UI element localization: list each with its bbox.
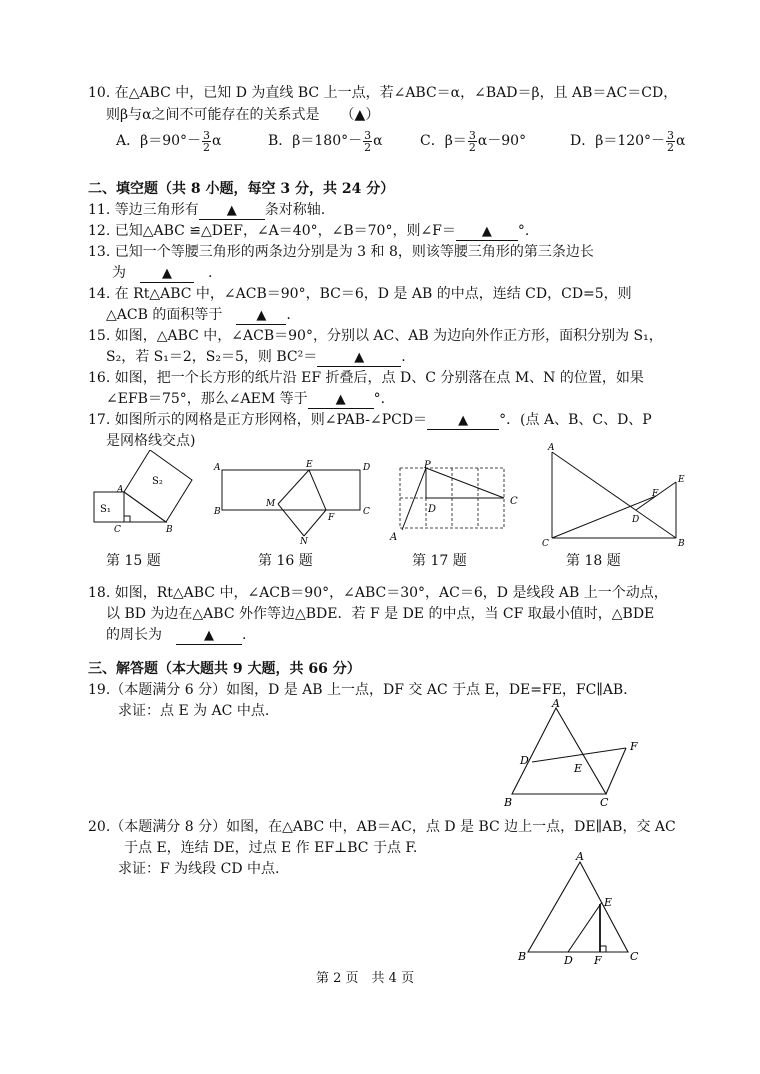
segment-cf [552,496,656,538]
segment-df [532,748,626,762]
triangle-abc [512,708,606,794]
label-f: F [652,489,659,499]
figure-17-caption: 第 17 题 [412,553,467,569]
q10-option-b [268,128,383,154]
page-footer: 第 2 页 共 4 页 [316,971,415,986]
q10-option-a-text: A．β＝90°－ [116,133,202,149]
label-b: B [166,525,173,535]
q11 [88,201,325,220]
fold-line-ef [309,470,326,510]
answer-blank: ▲ [308,392,374,409]
label-s2: S₂ [152,476,163,487]
answer-blank: ▲ [317,350,401,367]
label-a: A [552,698,560,710]
triangle-abc [528,862,628,952]
label-b: B [214,507,221,517]
label-e: E [678,475,685,485]
label-a: A [390,532,398,543]
label-c: C [510,496,518,507]
q14-tail: . [286,307,291,323]
label-e: E [306,460,313,470]
q10-option-c-text: C．β＝ [420,133,467,149]
segment-em [278,470,309,504]
q16-text: ∠EFB＝75°，那么∠AEM 等于 [106,391,308,407]
label-e: E [604,896,613,909]
segment-fc [606,748,626,794]
q16-tail: °. [373,391,386,407]
fraction-den: 2 [364,140,372,154]
figure-16-caption: 第 16 题 [258,553,313,569]
label-f: F [630,740,638,753]
answer-blank: ▲ [199,203,265,220]
q17-tail: °．(点 A、B、C、D、P [499,412,652,428]
q14-text: △ACB 的面积等于 [106,307,223,323]
q20-line3: 求证：F 为线段 CD 中点. [118,861,280,877]
q13-tail: . [208,265,213,281]
label-c: C [114,525,121,535]
q15-text: S₂，若 S₁＝2，S₂＝5，则 BC²＝ [106,349,318,365]
segment-de [568,902,602,952]
segment-ap [402,468,426,530]
q18-line2: 以 BD 为边在△ABC 外作等边△BDE．若 F 是 DE 的中点，当 CF 取最小值时，△BDE [106,606,655,622]
q13-line1: 13. 已知一个等腰三角形的两条边分别是为 3 和 8，则该等腰三角形的第三条边长 [88,244,594,260]
label-d: D [520,754,529,767]
q10-option-c-tail: α－90° [477,133,527,149]
q18-text: 的周长为 [106,627,162,643]
label-b: B [678,539,685,548]
label-c: C [542,539,549,548]
q11-tail: 条对称轴. [264,202,326,218]
right-angle-mark [124,516,130,522]
label-f: F [594,954,602,966]
q11-text: 11. 等边三角形有 [88,202,199,218]
label-a: A [117,485,124,495]
label-a: A [214,463,221,473]
fraction [202,130,211,153]
q10-option-a-tail: α [212,133,222,149]
figure-15-caption: 第 15 题 [106,553,161,569]
q12-tail: °. [517,223,530,239]
q15-line1: 15. 如图，△ABC 中，∠ACB＝90°，分别以 AC、AB 为边向外作正方形，面积分别为 S₁， [88,328,663,344]
label-n: N [300,537,308,544]
figure-16 [210,458,370,544]
q13-line2 [112,264,212,283]
answer-blank: ▲ [176,628,242,645]
q18-line1: 18. 如图，Rt△ABC 中，∠ACB＝90°，∠ABC＝30°，AC＝6，D 是线段 AB 上一个动点， [88,585,668,601]
label-a: A [548,443,555,453]
fraction [666,130,675,153]
figure-15 [86,450,196,540]
q18-tail: . [242,627,247,643]
q10-option-d [570,128,686,154]
q14-line2 [106,306,291,325]
q15-line2 [106,348,406,367]
figure-20 [512,848,652,966]
q18-line3 [106,626,246,645]
q16-line2 [106,390,385,409]
segment-mn [278,504,304,536]
fraction-num: 3 [667,128,675,142]
fraction-den: 2 [667,140,675,154]
figure-19 [500,698,660,810]
q10-option-c [420,128,526,154]
label-m: M [266,499,276,509]
q20-line1: 20.（本题满分 8 分）如图，在△ABC 中，AB＝AC，点 D 是 BC 边上一点，DE∥AB，交 AC [88,819,676,835]
figure-18-caption: 第 18 题 [566,553,621,569]
section3-title: 三、解答题（本大题共 9 大题，共 66 分） [88,661,361,677]
figure-18 [540,442,690,548]
answer-blank: ▲ [140,266,194,283]
q16-line1: 16. 如图，把一个长方形的纸片沿 EF 折叠后，点 D、C 分别落在点 M、N 的位置，如果 [88,370,644,386]
q10-option-b-tail: α [373,133,383,149]
right-angle-mark [600,946,606,952]
q14-line1: 14. 在 Rt△ABC 中，∠ACB＝90°，BC＝6，D 是 AB 的中点，连结 CD，CD=5，则 [88,286,632,302]
label-b: B [518,950,527,963]
label-d: D [564,954,573,966]
q19-line2: 求证：点 E 为 AC 中点. [118,703,270,719]
q13-text: 为 [112,265,126,281]
fraction-den: 2 [468,140,476,154]
answer-blank: ▲ [236,308,286,325]
label-a: A [576,850,584,863]
fraction-den: 2 [203,140,211,154]
q19-line1: 19.（本题满分 6 分）如图，D 是 AB 上一点，DF 交 AC 于点 E，DE=FE，FC∥AB． [88,682,638,698]
label-c: C [363,507,370,517]
fraction [363,130,372,153]
q10-option-d-text: D．β＝120°－ [570,133,666,149]
label-b: B [504,796,513,809]
label-d: D [363,463,370,473]
q12-text: 12. 已知△ABC ≌△DEF，∠A＝40°，∠B＝70°，则∠F＝ [88,223,456,239]
q10-option-d-tail: α [676,133,686,149]
q12 [88,222,529,241]
label-c: C [630,950,639,963]
label-d: D [632,515,640,525]
label-c: C [600,796,609,809]
q17-line2: 是网格线交点) [106,433,196,449]
q10-line2: 则β与α之间不可能存在的关系式是 （▲） [106,107,380,123]
segment-pc [426,468,504,498]
answer-blank: ▲ [456,224,518,241]
label-p: P [424,460,431,471]
fraction-num: 3 [468,128,476,142]
section2-title: 二、填空题（共 8 小题，每空 3 分，共 24 分） [88,181,395,197]
q10-option-b-text: B．β＝180°－ [268,133,363,149]
q10-line1: 10. 在△ABC 中，已知 D 为直线 BC 上一点，若∠ABC＝α，∠BAD＝β，且 AB＝AC＝CD， [88,85,678,101]
q15-tail: . [401,349,406,365]
answer-blank: ▲ [427,413,499,430]
q10-option-a [116,128,222,154]
fraction-num: 3 [203,128,211,142]
label-s1: S₁ [100,504,111,515]
figure-17 [384,460,524,544]
q17-text: 17. 如图所示的网格是正方形网格，则∠PAB-∠PCD＝ [88,412,428,428]
label-d: D [428,504,437,515]
fraction-num: 3 [364,128,372,142]
label-f: F [328,513,335,523]
q20-line2: 于点 E，连结 DE，过点 E 作 EF⊥BC 于点 F. [124,840,418,856]
label-e: E [574,762,583,775]
q17-line1 [88,411,652,430]
fraction [468,130,477,153]
segment-nf [304,510,326,536]
